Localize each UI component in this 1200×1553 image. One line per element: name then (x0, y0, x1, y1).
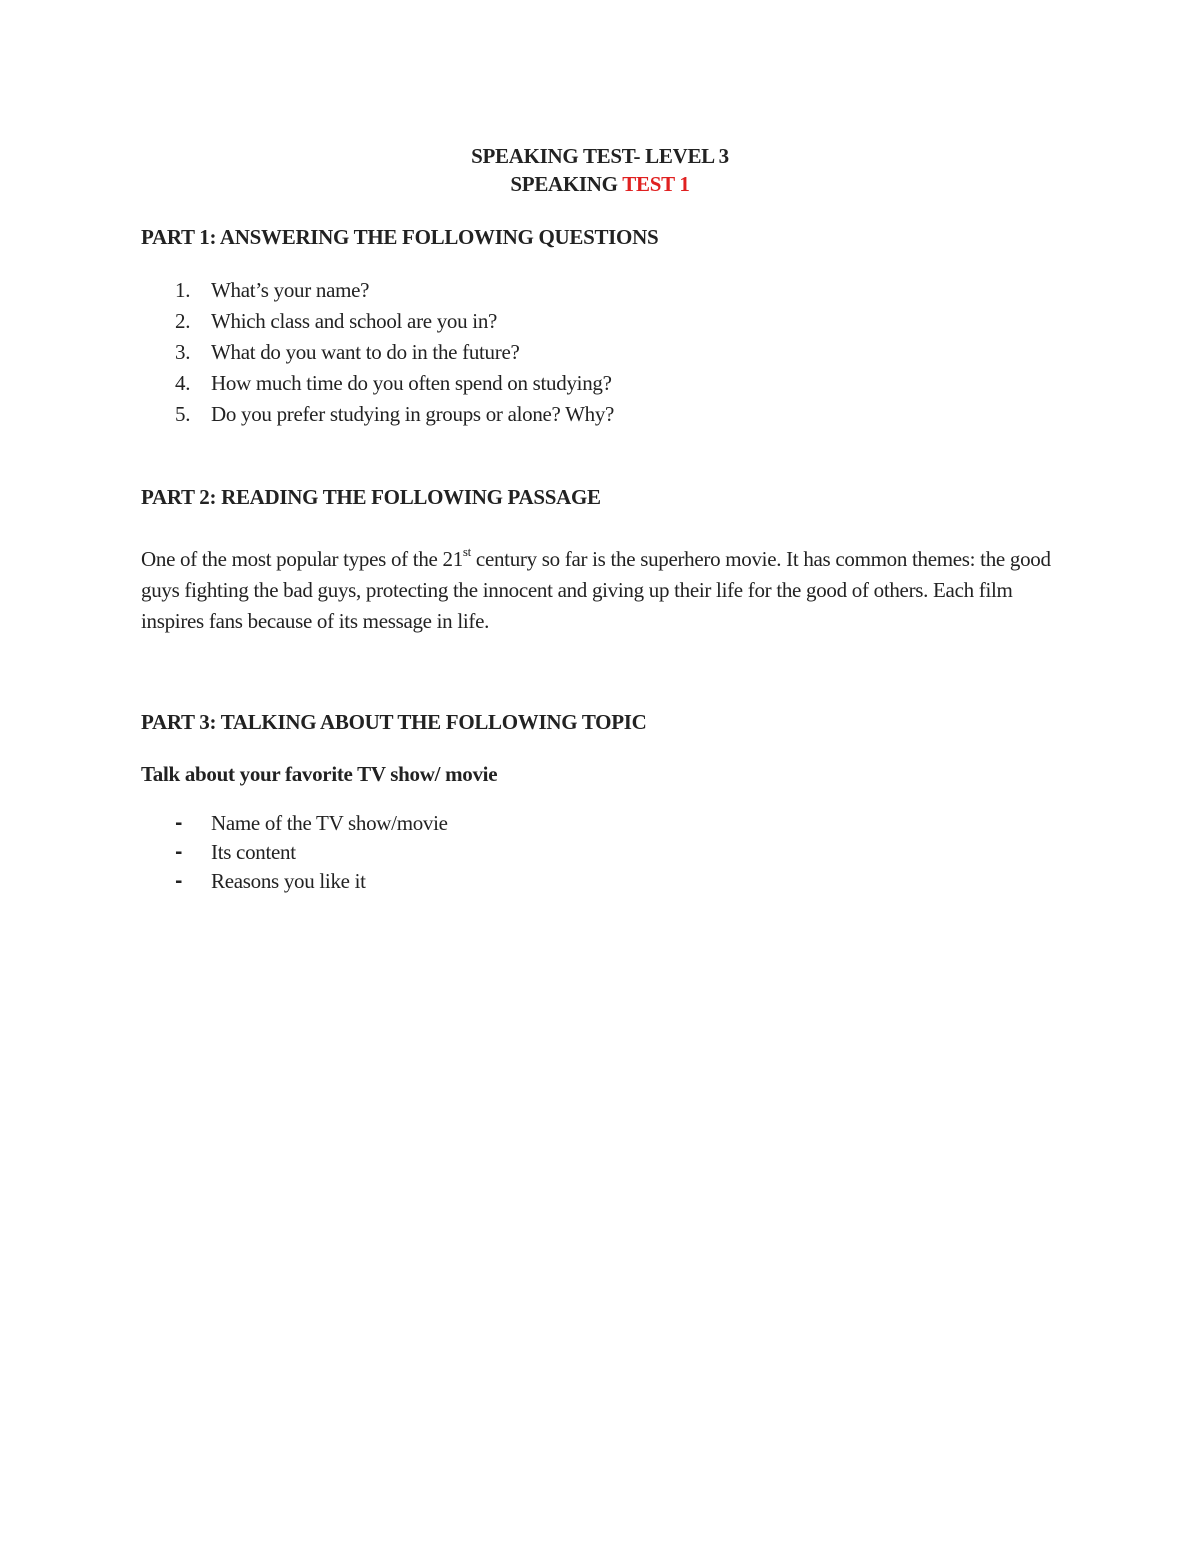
title-line-1: SPEAKING TEST- LEVEL 3 (471, 144, 729, 168)
part1-heading: PART 1: ANSWERING THE FOLLOWING QUESTIONS (141, 225, 659, 249)
bullet-text: Reasons you like it (211, 869, 366, 893)
passage-text-rest: century so far is the superhero movie. It has common themes: the good guys fighting the bad guys, protecting the innocent and giving up their life for the good of others. Each film inspires fans because of its message in life. (141, 547, 1051, 633)
part2-heading: PART 2: READING THE FOLLOWING PASSAGE (141, 485, 601, 509)
question-text: How much time do you often spend on studying? (211, 371, 612, 395)
title-line-2 (0, 170, 1200, 198)
question-text: Do you prefer studying in groups or alone? Why? (211, 402, 615, 426)
part3-heading: PART 3: TALKING ABOUT THE FOLLOWING TOPIC (141, 710, 647, 734)
title-line-2-highlight: TEST 1 (622, 172, 690, 196)
passage-text-start: One of the most popular types of the 21 (141, 547, 463, 571)
bullet-dash: - (175, 813, 183, 834)
question-text: What do you want to do in the future? (211, 340, 520, 364)
list-number: 3. (175, 340, 191, 364)
list-number: 1. (175, 278, 191, 302)
bullet-dash: - (175, 871, 183, 892)
title-line-2-prefix: SPEAKING (510, 172, 623, 196)
reading-passage (141, 544, 1061, 637)
question-text: What’s your name? (211, 278, 370, 302)
topic-prompt: Talk about your favorite TV show/ movie (141, 762, 498, 786)
bullet-text: Its content (211, 840, 296, 864)
list-number: 4. (175, 371, 191, 395)
passage-superscript: st (462, 544, 471, 559)
bullet-dash: - (175, 842, 183, 863)
bullet-text: Name of the TV show/movie (211, 811, 448, 835)
question-text: Which class and school are you in? (211, 309, 498, 333)
list-number: 2. (175, 309, 191, 333)
document-title (0, 142, 1200, 198)
list-number: 5. (175, 402, 191, 426)
